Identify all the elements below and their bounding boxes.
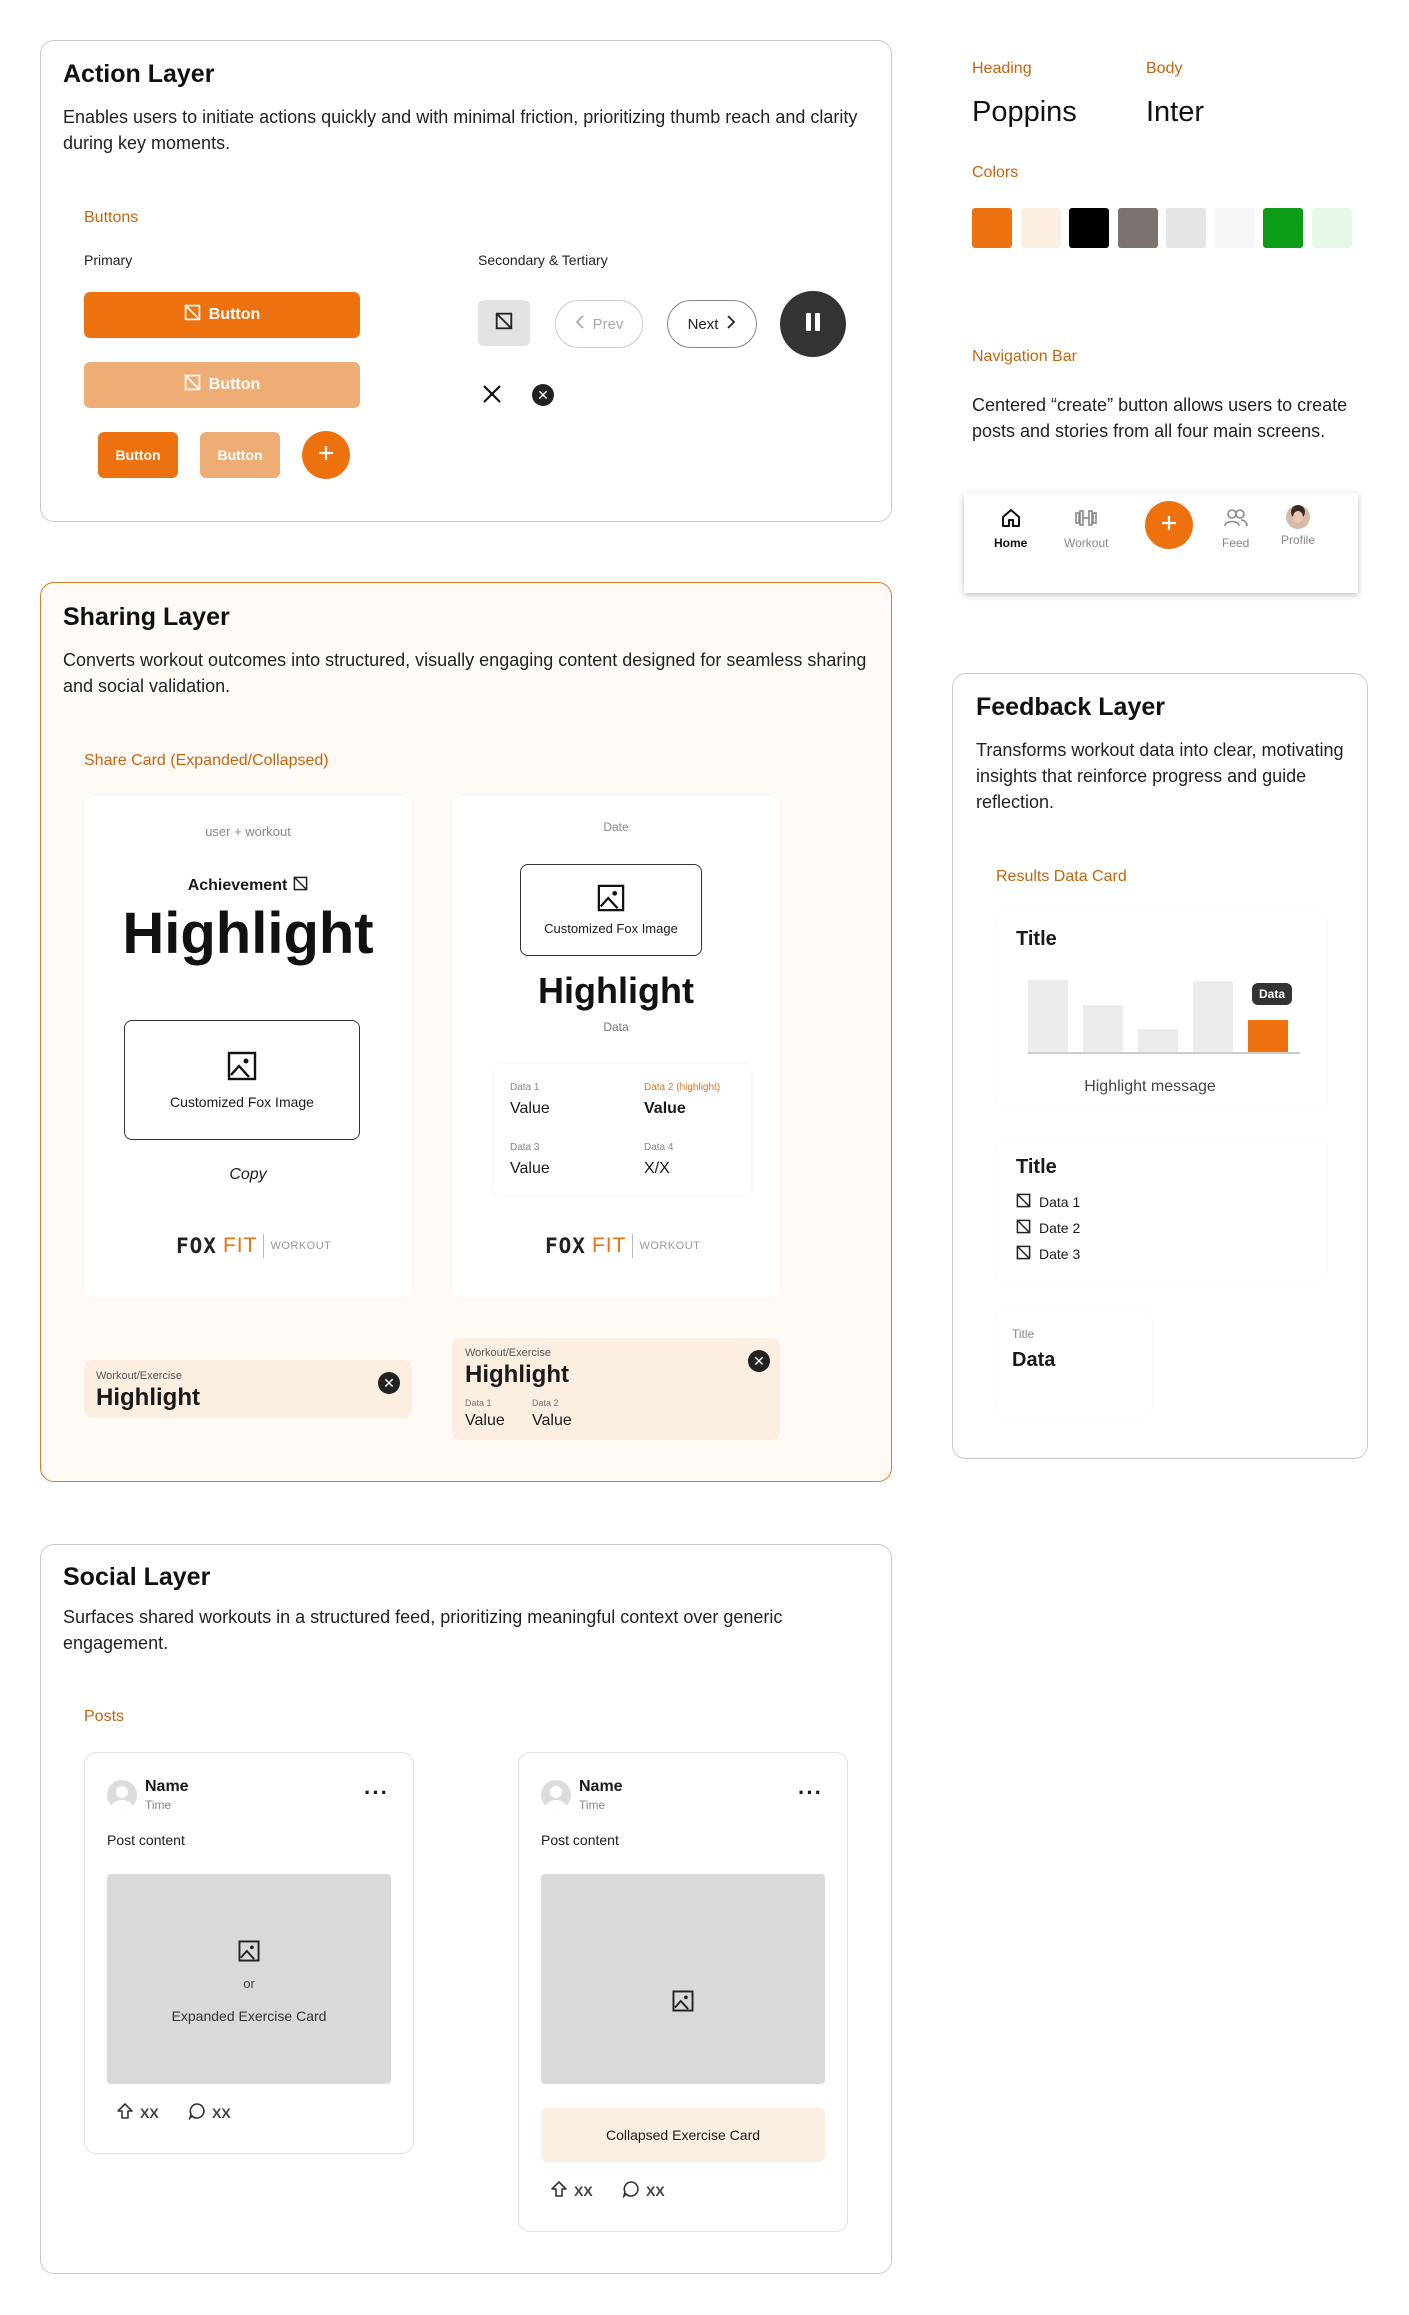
action-layer-title: Action Layer <box>63 60 215 88</box>
avatar <box>541 1780 571 1810</box>
nav-item-home-label: Home <box>994 536 1028 550</box>
stat-title: Title <box>1012 1327 1035 1341</box>
post-content: Post content <box>541 1832 619 1848</box>
collapsed-exercise-card[interactable] <box>541 2108 825 2162</box>
data-4-value: X/X <box>644 1160 670 1177</box>
like-count: XX <box>574 2182 593 2199</box>
close-icon[interactable] <box>481 383 503 410</box>
results-list-item <box>1016 1245 1080 1263</box>
results-data-card-label: Results Data Card <box>996 868 1127 885</box>
slash-square-icon <box>293 876 308 896</box>
prev-button[interactable] <box>555 300 643 348</box>
fox-image-placeholder <box>520 864 702 956</box>
comment-count: XX <box>212 2104 231 2121</box>
nav-item-profile[interactable] <box>1281 505 1315 547</box>
body-font-name: Inter <box>1146 96 1205 128</box>
nav-bar-label: Navigation Bar <box>972 348 1077 365</box>
slash-square-icon <box>184 374 201 396</box>
results-list-item-label: Date 2 <box>1039 1220 1081 1236</box>
nav-item-workout[interactable] <box>1064 507 1108 550</box>
chevron-left-icon <box>575 315 585 333</box>
slash-square-icon <box>1016 1193 1031 1211</box>
fox-image-label: Customized Fox Image <box>170 1093 314 1110</box>
achievement-row <box>84 876 412 896</box>
color-swatch <box>1263 208 1303 248</box>
results-list-item-label: Date 3 <box>1039 1246 1081 1262</box>
nav-item-home[interactable] <box>994 507 1027 550</box>
sharing-layer-title: Sharing Layer <box>63 603 230 631</box>
arrow-up-icon <box>550 2180 568 2201</box>
stat-value: Data <box>1012 1349 1056 1371</box>
small-button-disabled[interactable] <box>200 432 280 478</box>
data-3-label: Data 3 <box>510 1142 540 1153</box>
collapsed-card-highlight: Highlight <box>465 1361 569 1388</box>
dumbbell-icon <box>1074 507 1098 532</box>
share-card-date: Date <box>603 820 629 834</box>
color-swatch <box>1021 208 1061 248</box>
fox-image-placeholder <box>124 1020 360 1140</box>
comment-icon <box>188 2102 206 2123</box>
arrow-up-icon <box>116 2102 134 2123</box>
results-card-list-title: Title <box>1016 1156 1057 1178</box>
nav-item-feed-label: Feed <box>1222 536 1250 550</box>
slash-square-icon <box>1016 1219 1031 1237</box>
post-author-name: Name <box>145 1778 189 1795</box>
more-options-icon[interactable]: ··· <box>364 1780 389 1805</box>
post-content: Post content <box>107 1832 185 1848</box>
color-swatch <box>1118 208 1158 248</box>
navigation-bar <box>964 493 1358 593</box>
color-swatch <box>1166 208 1206 248</box>
heading-label: Heading <box>972 60 1032 77</box>
icon-button[interactable] <box>478 300 530 346</box>
primary-button-disabled-label: Button <box>208 376 261 393</box>
share-card-highlight: Highlight <box>122 901 374 966</box>
primary-label: Primary <box>84 252 133 268</box>
results-bar <box>1193 981 1233 1052</box>
sharing-layer-desc: Converts workout outcomes into structured, visually engaging content designed for seamless sharing and social validation. <box>63 650 867 696</box>
prev-button-label: Prev <box>592 315 624 333</box>
results-list-item-label: Data 1 <box>1039 1194 1081 1210</box>
pause-icon <box>804 312 822 337</box>
fox-image-label: Customized Fox Image <box>544 921 678 936</box>
results-bar <box>1028 980 1068 1052</box>
body-label: Body <box>1146 60 1183 77</box>
share-card-label: Share Card (Expanded/Collapsed) <box>84 752 329 769</box>
social-layer-title: Social Layer <box>63 1563 211 1591</box>
results-card-title: Title <box>1016 928 1057 950</box>
collapsed-data-1-value: Value <box>465 1412 505 1429</box>
results-bar <box>1138 1029 1178 1052</box>
close-circle-icon[interactable]: ✕ <box>748 1350 770 1372</box>
pause-button[interactable] <box>780 291 846 357</box>
avatar <box>1286 505 1310 529</box>
close-circle-icon[interactable]: ✕ <box>378 1372 400 1394</box>
nav-item-feed[interactable] <box>1222 507 1249 550</box>
image-icon <box>597 884 625 915</box>
data-3-value: Value <box>510 1160 550 1177</box>
feedback-layer-desc: Transforms workout data into clear, motivating insights that reinforce progress and guide reflection. <box>976 740 1344 812</box>
home-icon <box>1000 507 1022 532</box>
next-button[interactable] <box>667 300 757 348</box>
comment-button[interactable] <box>188 2102 231 2123</box>
share-card-copy: Copy <box>229 1166 267 1183</box>
primary-button[interactable] <box>84 292 360 338</box>
collapsed-card-highlight: Highlight <box>96 1384 200 1411</box>
buttons-label: Buttons <box>84 209 139 226</box>
color-swatch <box>972 208 1012 248</box>
colors-label: Colors <box>972 164 1019 181</box>
heading-font-name: Poppins <box>972 96 1077 128</box>
share-card-highlight: Highlight <box>538 970 694 1011</box>
like-button[interactable] <box>116 2102 159 2123</box>
foxfit-logo: FOX FIT WORKOUT <box>176 1234 332 1258</box>
create-button[interactable] <box>1145 501 1193 549</box>
small-button[interactable] <box>98 432 178 478</box>
comment-button[interactable] <box>622 2180 665 2201</box>
data-1-label: Data 1 <box>510 1082 540 1093</box>
users-icon <box>1224 507 1248 532</box>
data-bubble: Data <box>1252 983 1292 1005</box>
achievement-label: Achievement <box>187 877 288 894</box>
chevron-right-icon <box>726 315 736 333</box>
social-layer-desc: Surfaces shared workouts in a structured feed, prioritizing meaningful context over generic engagement. <box>63 1607 783 1653</box>
results-list-item <box>1016 1193 1080 1211</box>
results-bar <box>1083 1005 1123 1052</box>
highlight-message: Highlight message <box>1084 1078 1216 1095</box>
slash-square-icon <box>1016 1245 1031 1263</box>
like-button[interactable] <box>550 2180 593 2201</box>
post-media-placeholder <box>541 1874 825 2084</box>
secondary-label: Secondary & Tertiary <box>478 252 608 268</box>
comment-count: XX <box>646 2182 665 2199</box>
collapsed-data-2-label: Data 2 <box>532 1398 559 1408</box>
plus-icon <box>316 443 336 468</box>
small-button-label: Button <box>115 447 161 463</box>
image-icon <box>227 1051 257 1084</box>
avatar <box>107 1780 137 1810</box>
collapsed-card-label: Workout/Exercise <box>96 1370 182 1382</box>
image-icon <box>672 1990 694 2017</box>
primary-button-label: Button <box>208 306 261 323</box>
posts-label: Posts <box>84 1708 125 1725</box>
collapsed-exercise-label: Collapsed Exercise Card <box>605 2127 761 2143</box>
plus-icon <box>1159 513 1179 538</box>
results-list-item <box>1016 1219 1080 1237</box>
post-time: Time <box>579 1798 606 1812</box>
small-button-disabled-label: Button <box>217 447 263 463</box>
nav-bar-desc: Centered “create” button allows users to create posts and stories from all four main screens. <box>972 395 1348 441</box>
slash-square-icon <box>184 304 201 326</box>
collapsed-data-1-label: Data 1 <box>465 1398 492 1408</box>
share-card-top-text: user + workout <box>205 824 291 839</box>
data-2-value: Value <box>644 1100 686 1117</box>
like-count: XX <box>140 2104 159 2121</box>
results-bar <box>1248 1020 1288 1052</box>
foxfit-logo: FOX FIT WORKOUT <box>545 1234 701 1258</box>
more-options-icon[interactable]: ··· <box>798 1780 823 1805</box>
color-swatch <box>1069 208 1109 248</box>
action-layer-desc: Enables users to initiate actions quickly and with minimal friction, prioritizing thumb reach and clarity during key moments. <box>63 107 858 153</box>
media-or-text: or <box>243 1976 255 1991</box>
share-card-data-label: Data <box>603 1020 629 1034</box>
post-time: Time <box>145 1798 172 1812</box>
feedback-layer-title: Feedback Layer <box>976 693 1165 721</box>
color-swatch <box>1215 208 1255 248</box>
slash-square-icon <box>495 312 513 335</box>
nav-item-profile-label: Profile <box>1281 533 1316 547</box>
close-circle-icon[interactable]: ✕ <box>532 384 554 406</box>
data-2-label: Data 2 (highlight) <box>644 1082 721 1093</box>
comment-icon <box>622 2180 640 2201</box>
add-button[interactable] <box>302 431 350 479</box>
collapsed-data-2-value: Value <box>532 1412 572 1429</box>
next-button-label: Next <box>687 315 719 333</box>
collapsed-card-label: Workout/Exercise <box>465 1347 551 1359</box>
image-icon <box>238 1940 260 1967</box>
data-1-value: Value <box>510 1100 550 1117</box>
data-4-label: Data 4 <box>644 1142 674 1153</box>
primary-button-disabled[interactable] <box>84 362 360 408</box>
color-swatch <box>1312 208 1352 248</box>
nav-item-workout-label: Workout <box>1064 536 1109 550</box>
media-label: Expanded Exercise Card <box>171 2008 327 2024</box>
post-author-name: Name <box>579 1778 623 1795</box>
